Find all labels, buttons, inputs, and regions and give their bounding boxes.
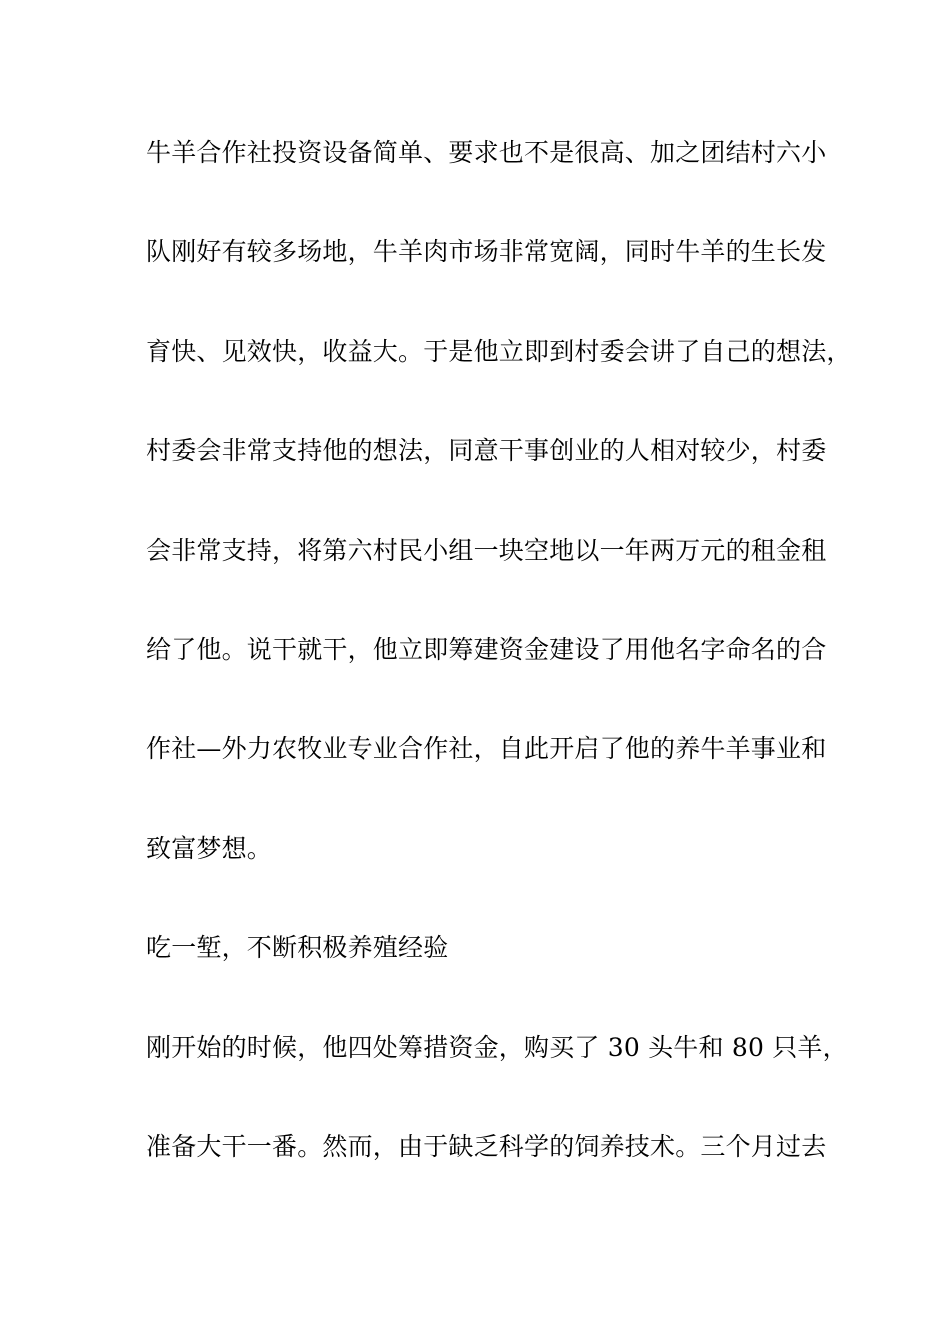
paragraph-line-6: 给了他。说干就干，他立即筹建资金建设了用他名字命名的合 — [146, 635, 827, 664]
paragraph-line-7: 作社—外力农牧业专业合作社，自此开启了他的养牛羊事业和 — [146, 734, 827, 763]
section-heading: 吃一堑，不断积极养殖经验 — [146, 933, 449, 962]
paragraph-line-2: 队刚好有较多场地，牛羊肉市场非常宽阔，同时牛羊的生长发 — [146, 237, 827, 266]
paragraph-line-8: 致富梦想。 — [146, 834, 273, 863]
paragraph-line-5: 会非常支持，将第六村民小组一块空地以一年两万元的租金租 — [146, 536, 827, 565]
paragraph-line-3: 育快、见效快，收益大。于是他立即到村委会讲了自己的想法， — [146, 337, 852, 366]
paragraph-line-1: 牛羊合作社投资设备简单、要求也不是很高、加之团结村六小 — [146, 138, 827, 167]
paragraph-line-4: 村委会非常支持他的想法，同意干事创业的人相对较少，村委 — [146, 436, 827, 465]
paragraph-line-9: 刚开始的时候，他四处筹措资金，购买了 30 头牛和 80 只羊， — [146, 1033, 848, 1062]
paragraph-line-10: 准备大干一番。然而，由于缺乏科学的饲养技术。三个月过去 — [146, 1132, 827, 1161]
